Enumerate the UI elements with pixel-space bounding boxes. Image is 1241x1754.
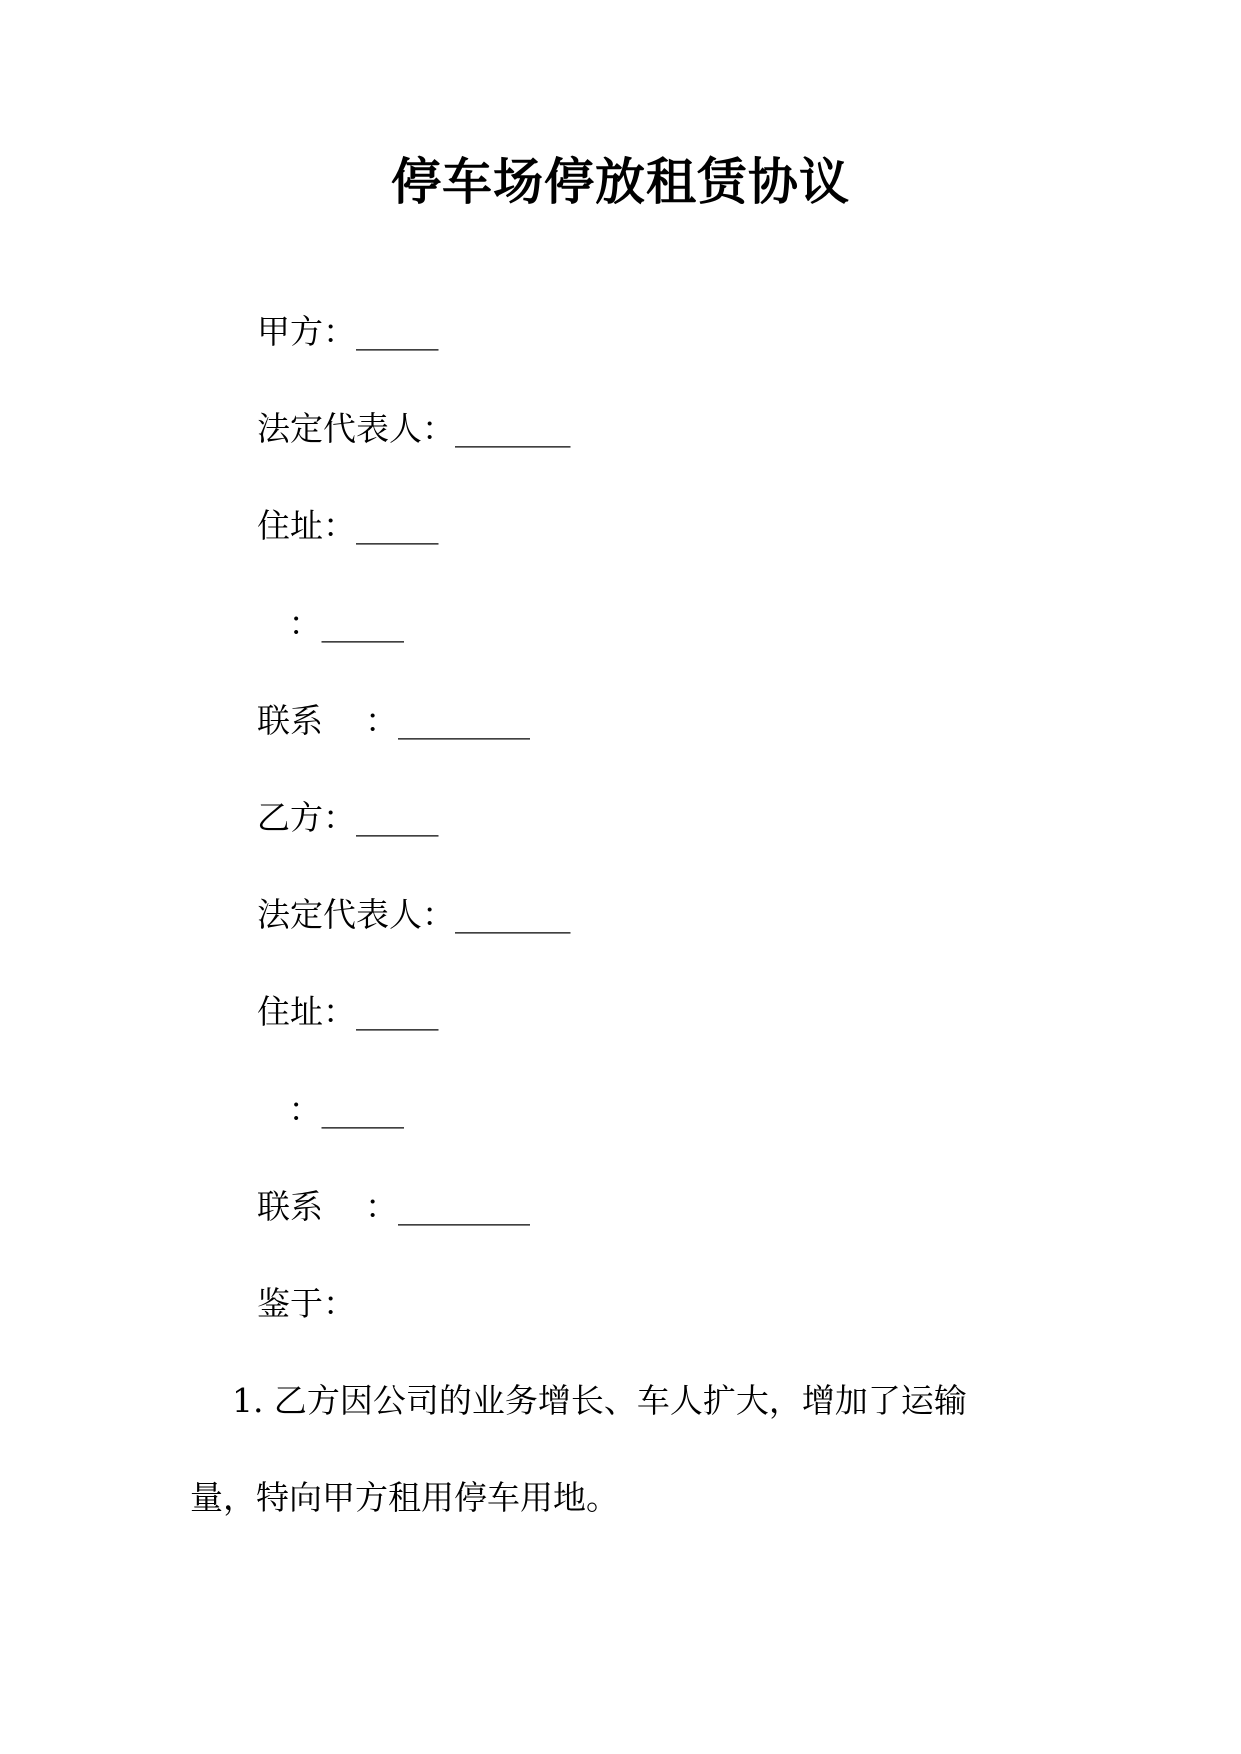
party-a-line: 甲方：_____ — [257, 312, 439, 351]
party-b-legal-rep-line: 法定代表人：_______ — [257, 895, 571, 934]
party-b-blank-line: ：_____ — [257, 1090, 404, 1129]
party-a-contact-line: 联系 ：________ — [257, 701, 530, 740]
party-a-blank-line: ：_____ — [257, 604, 404, 643]
clause-1-line-2: 量，特向甲方租用停车用地。 — [190, 1478, 619, 1517]
party-b-contact-line: 联系 ：________ — [257, 1187, 530, 1226]
page-title: 停车场停放租赁协议 — [391, 152, 850, 211]
party-a-legal-rep-line: 法定代表人：_______ — [257, 409, 571, 448]
party-b-line: 乙方：_____ — [257, 798, 439, 837]
whereas-line: 鉴于： — [257, 1284, 356, 1323]
clause-1-line-1: 1. 乙方因公司的业务增长、车人扩大，增加了运输 — [190, 1381, 967, 1420]
party-a-address-line: 住址：_____ — [257, 506, 439, 545]
party-b-address-line: 住址：_____ — [257, 992, 439, 1031]
